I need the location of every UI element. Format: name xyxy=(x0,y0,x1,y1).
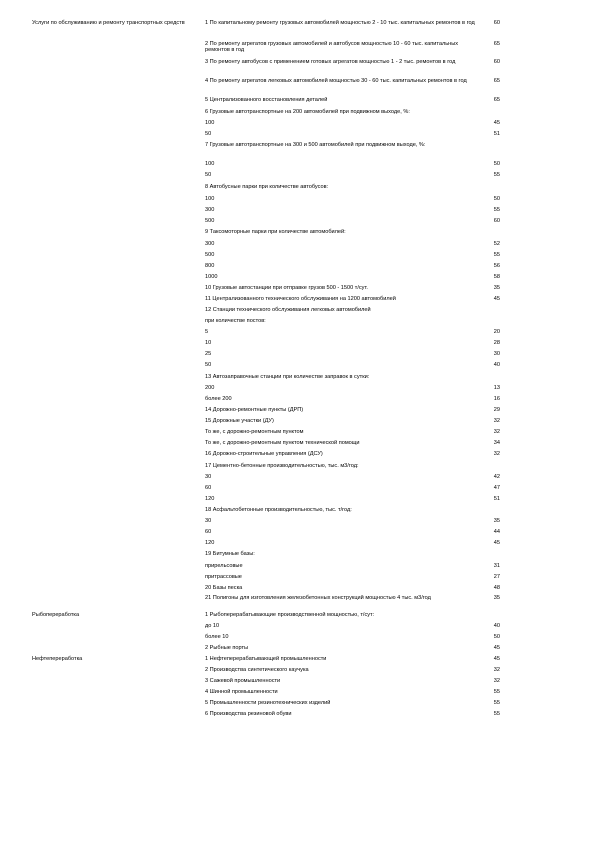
item-value: 32 xyxy=(493,418,500,424)
item-text: 18 Асфальтобетонные производительностью, тыс. т/год: xyxy=(205,507,352,513)
item-text: более 10 xyxy=(205,634,229,640)
item-text: 500 xyxy=(205,218,215,224)
item-text: 11 Централизованного технического обслуживания на 1200 автомобилей xyxy=(205,296,396,302)
item-value: 45 xyxy=(493,645,500,651)
item-text: 120 xyxy=(205,540,215,546)
item-text: 1000 xyxy=(205,274,218,280)
item-value: 45 xyxy=(493,120,500,126)
item-text: То же, с дорожно-ремонтным пунктом xyxy=(205,429,304,435)
item-value: 56 xyxy=(493,263,500,269)
item-text: 20 Базы песка xyxy=(205,585,243,591)
item-text: до 10 xyxy=(205,623,220,629)
item-value: 55 xyxy=(493,711,500,717)
item-value: 60 xyxy=(493,218,500,224)
item-value: 55 xyxy=(493,700,500,706)
item-value: 13 xyxy=(493,385,500,391)
item-text: 9 Таксомоторные парки при количестве автомобилей: xyxy=(205,229,346,235)
item-text: 100 xyxy=(205,196,215,202)
item-value: 65 xyxy=(493,41,500,47)
item-value: 50 xyxy=(493,196,500,202)
item-text: 14 Дорожно-ремонтные пункты (ДРП) xyxy=(205,407,304,413)
item-text: 500 xyxy=(205,252,215,258)
item-value: 35 xyxy=(493,285,500,291)
item-text: 6 Грузовые автотранспортные на 200 автомобилей при подвижном выходе, %: xyxy=(205,109,410,115)
item-value: 50 xyxy=(493,161,500,167)
item-text: 5 Промышленности резинотехнических изделий xyxy=(205,700,331,706)
category-label: Нефтепереработка xyxy=(32,656,83,662)
item-text: 1 Нефтеперерабатывающей промышленности xyxy=(205,656,327,662)
item-value: 47 xyxy=(493,485,500,491)
item-text: 10 Грузовые автостанции при отправке грузов 500 - 1500 т/сут. xyxy=(205,285,368,291)
item-value: 55 xyxy=(493,172,500,178)
item-text: 6 Производства резиновой обуви xyxy=(205,711,292,717)
item-text: 30 xyxy=(205,518,212,524)
item-text: притрассовые xyxy=(205,574,242,580)
item-value: 35 xyxy=(493,595,500,601)
item-value: 40 xyxy=(493,362,500,368)
item-value: 51 xyxy=(493,131,500,137)
item-text: 50 xyxy=(205,172,212,178)
item-value: 35 xyxy=(493,518,500,524)
item-text: 15 Дорожные участки (ДУ) xyxy=(205,418,274,424)
category-label: Услуги по обслуживанию и ремонту транспортных средств xyxy=(32,20,185,26)
item-text: 4 По ремонту агрегатов легковых автомобилей мощностью 30 - 60 тыс. капитальных ремонтов в год xyxy=(205,78,467,84)
item-value: 32 xyxy=(493,667,500,673)
item-value: 32 xyxy=(493,678,500,684)
item-text: 17 Цементно-бетонные производительностью, тыс. м3/год: xyxy=(205,463,359,469)
item-text: 8 Автобусные парки при количестве автобусов: xyxy=(205,184,329,190)
item-text: 25 xyxy=(205,351,212,357)
item-value: 55 xyxy=(493,252,500,258)
item-text: 4 Шинной промышленности xyxy=(205,689,278,695)
item-text: 1 По капитальному ремонту грузовых автомобилей мощностью 2 - 10 тыс. капитальных ремонтов в год xyxy=(205,20,475,26)
category-label: Рыбопереработка xyxy=(32,612,80,618)
item-text: 30 xyxy=(205,474,212,480)
item-value: 55 xyxy=(493,689,500,695)
item-value: 48 xyxy=(493,585,500,591)
item-text: 5 Централизованного восстановления деталей xyxy=(205,97,328,103)
item-value: 20 xyxy=(493,329,500,335)
item-value: 58 xyxy=(493,274,500,280)
item-text: 2 Рыбные порты xyxy=(205,645,249,651)
item-value: 28 xyxy=(493,340,500,346)
item-value: 30 xyxy=(493,351,500,357)
item-text: 3 Сажевой промышленности xyxy=(205,678,281,684)
item-text: более 200 xyxy=(205,396,232,402)
item-value: 31 xyxy=(493,563,500,569)
item-text: 300 xyxy=(205,207,215,213)
item-text: 12 Станции технического обслуживания легковых автомобилей xyxy=(205,307,371,313)
item-value: 27 xyxy=(493,574,500,580)
item-text: прирельсовые xyxy=(205,563,243,569)
item-text: 200 xyxy=(205,385,215,391)
item-text: 1 Рыбоперерабатывающие производственной мощностью, т/сут: xyxy=(205,612,375,618)
item-value: 45 xyxy=(493,656,500,662)
item-value: 65 xyxy=(493,78,500,84)
item-text: при количестве постов: xyxy=(205,318,266,324)
item-value: 60 xyxy=(493,59,500,65)
item-value: 32 xyxy=(493,451,500,457)
item-text: 19 Битумные базы: xyxy=(205,551,255,557)
item-value: 40 xyxy=(493,623,500,629)
item-text: 21 Полигоны для изготовления железобетонных конструкций мощностью 4 тыс. м3/год xyxy=(205,595,431,601)
item-text: 60 xyxy=(205,529,212,535)
item-text: 60 xyxy=(205,485,212,491)
item-text: 10 xyxy=(205,340,212,346)
item-value: 65 xyxy=(493,97,500,103)
item-value: 51 xyxy=(493,496,500,502)
item-text: 50 xyxy=(205,362,212,368)
item-value: 42 xyxy=(493,474,500,480)
item-text: 800 xyxy=(205,263,215,269)
item-text: 100 xyxy=(205,161,215,167)
item-value: 52 xyxy=(493,241,500,247)
item-text: То же, с дорожно-ремонтным пунктом технической помощи xyxy=(205,440,360,446)
item-value: 29 xyxy=(493,407,500,413)
item-value: 32 xyxy=(493,429,500,435)
item-value: 45 xyxy=(493,540,500,546)
item-value: 50 xyxy=(493,634,500,640)
item-value: 44 xyxy=(493,529,500,535)
item-text: 50 xyxy=(205,131,212,137)
item-text: 5 xyxy=(205,329,209,335)
item-text: 300 xyxy=(205,241,215,247)
item-text: 2 Производства синтетического каучука xyxy=(205,667,309,673)
item-value: 55 xyxy=(493,207,500,213)
item-value: 16 xyxy=(493,396,500,402)
item-value: 34 xyxy=(493,440,500,446)
item-value: 60 xyxy=(493,20,500,26)
item-text: 3 По ремонту автобусов с применением готовых агрегатов мощностью 1 - 2 тыс. ремонтов в год xyxy=(205,59,456,65)
item-text: 16 Дорожно-строительные управления (ДСУ) xyxy=(205,451,323,457)
item-text: 13 Автозаправочные станции при количестве заправок в сутки: xyxy=(205,374,370,380)
item-text: 7 Грузовые автотранспортные на 300 и 500 автомобилей при подвижном выходе, %: xyxy=(205,142,426,148)
item-value: 45 xyxy=(493,296,500,302)
item-text: 2 По ремонту агрегатов грузовых автомобилей и автобусов мощностью 10 - 60 тыс. капитальных ремонтов в год xyxy=(205,41,459,54)
item-text: 120 xyxy=(205,496,215,502)
item-text: 100 xyxy=(205,120,215,126)
